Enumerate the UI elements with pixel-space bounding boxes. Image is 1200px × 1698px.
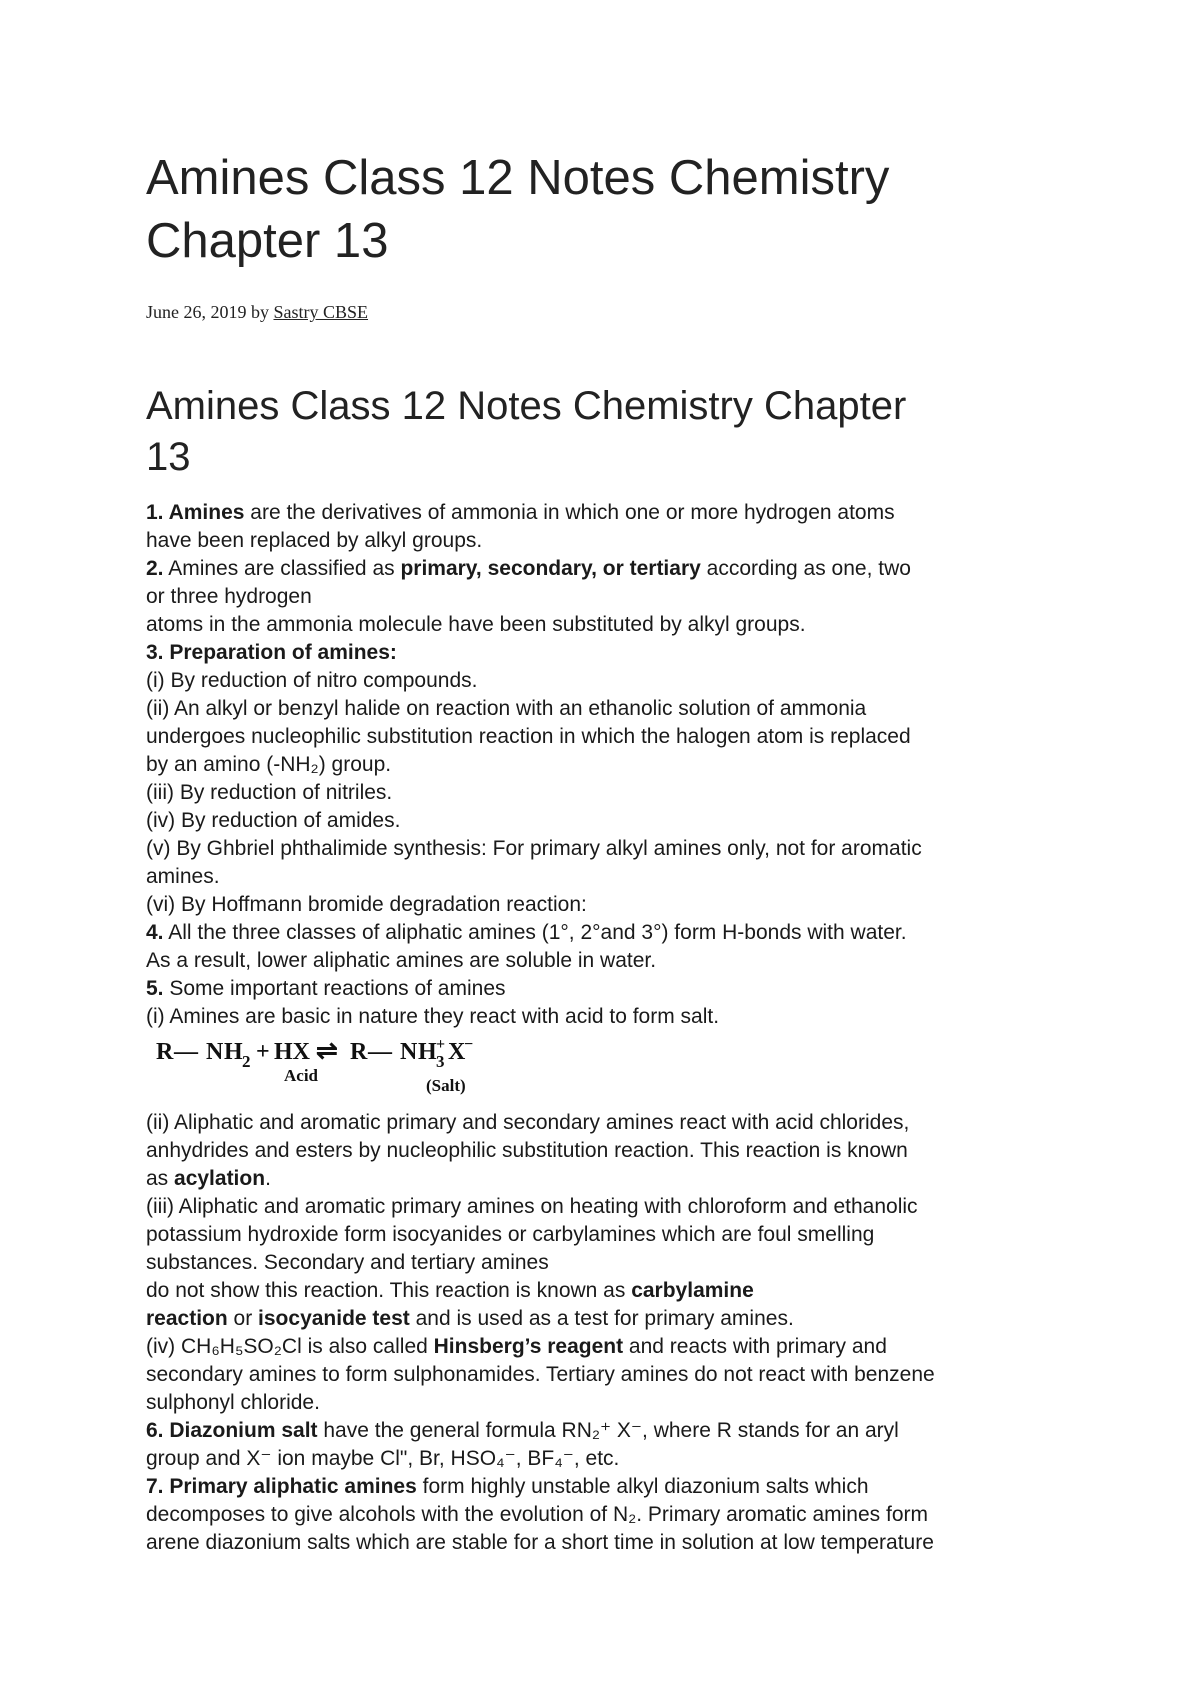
text-line bbox=[146, 1361, 1076, 1389]
post-meta bbox=[146, 301, 1076, 323]
text-run: (iii) By reduction of nitriles. bbox=[146, 781, 393, 804]
text-run: . bbox=[265, 1167, 271, 1190]
text-run: Some important reactions of amines bbox=[163, 977, 506, 1000]
text-run: (ii) An alkyl or benzyl halide on reaction with an ethanolic solution of ammonia bbox=[146, 697, 867, 720]
text-line bbox=[146, 1277, 1076, 1305]
text-run: sulphonyl chloride. bbox=[146, 1391, 320, 1414]
text-run: arene diazonium salts which are stable for a short time in solution at low temperature bbox=[146, 1531, 934, 1554]
bold-term: Hinsberg’s reagent bbox=[433, 1335, 624, 1358]
text-line bbox=[146, 1003, 1076, 1031]
text-line bbox=[146, 1445, 1076, 1473]
text-run: according as one, two bbox=[700, 557, 911, 580]
by-label: by bbox=[251, 302, 269, 322]
eq-H2: H bbox=[418, 1039, 437, 1065]
bold-term: 3. Preparation of amines: bbox=[146, 641, 397, 664]
bold-term: 2. bbox=[146, 557, 164, 580]
text-line bbox=[146, 695, 1076, 723]
eq-plus: + bbox=[256, 1039, 270, 1065]
text-run: have the general formula RN₂⁺ X⁻, where R stands for an aryl bbox=[317, 1419, 899, 1442]
text-line bbox=[146, 1165, 1076, 1193]
text-line bbox=[146, 1249, 1076, 1277]
text-line bbox=[146, 863, 1076, 891]
bold-term: 5. bbox=[146, 977, 164, 1000]
eq-charge: + bbox=[436, 1036, 446, 1053]
eq-minus: − bbox=[464, 1036, 474, 1053]
text-run: undergoes nucleophilic substitution reaction in which the halogen atom is replaced bbox=[146, 725, 911, 748]
text-line bbox=[146, 835, 1076, 863]
text-run: are the derivatives of ammonia in which one or more hydrogen atoms bbox=[244, 501, 895, 524]
text-run: and is used as a test for primary amines. bbox=[409, 1307, 794, 1330]
text-run: (ii) Aliphatic and aromatic primary and secondary amines react with acid chlorides, bbox=[146, 1111, 910, 1134]
eq-bond2: — bbox=[368, 1039, 392, 1065]
text-run: potassium hydroxide form isocyanides or carbylamines which are foul smelling bbox=[146, 1223, 875, 1246]
text-run: (i) Amines are basic in nature they react with acid to form salt. bbox=[146, 1005, 720, 1028]
text-run: (iii) Aliphatic and aromatic primary amines on heating with chloroform and ethanolic bbox=[146, 1195, 918, 1218]
text-run: amines. bbox=[146, 865, 220, 888]
text-line bbox=[146, 499, 1076, 527]
text-run: or three hydrogen bbox=[146, 585, 312, 608]
text-line bbox=[146, 1109, 1076, 1137]
bold-term: 4. bbox=[146, 921, 164, 944]
text-line bbox=[146, 639, 1076, 667]
text-run: do not show this reaction. This reaction is known as bbox=[146, 1279, 632, 1302]
reaction-equation bbox=[146, 1031, 1076, 1109]
bold-term: isocyanide test bbox=[258, 1307, 410, 1330]
bold-term: carbylamine bbox=[631, 1279, 754, 1302]
eq-salt-label: (Salt) bbox=[426, 1076, 466, 1095]
text-line bbox=[146, 779, 1076, 807]
text-line bbox=[146, 807, 1076, 835]
text-run: secondary amines to form sulphonamides. Tertiary amines do not react with benzene bbox=[146, 1363, 935, 1386]
text-run: Amines are classified as bbox=[163, 557, 401, 580]
text-line bbox=[146, 1473, 1076, 1501]
eq-H1: H bbox=[224, 1039, 243, 1065]
text-line bbox=[146, 751, 1076, 779]
author-link[interactable]: Sastry CBSE bbox=[273, 302, 369, 322]
eq-acid-label: Acid bbox=[284, 1066, 318, 1085]
eq-HX: HX bbox=[274, 1039, 310, 1065]
text-run: form highly unstable alkyl diazonium salts which bbox=[416, 1475, 869, 1498]
eq-sub3: 3 bbox=[436, 1052, 445, 1071]
bold-term: acylation bbox=[174, 1167, 266, 1190]
bold-term: primary, secondary, or tertiary bbox=[400, 557, 701, 580]
text-line bbox=[146, 611, 1076, 639]
text-line bbox=[146, 1333, 1076, 1361]
page-title: Amines Class 12 Notes Chemistry Chapter 13 bbox=[146, 151, 890, 268]
text-run: As a result, lower aliphatic amines are soluble in water. bbox=[146, 949, 657, 972]
text-run: (vi) By Hoffmann bromide degradation reaction: bbox=[146, 893, 587, 916]
text-line bbox=[146, 555, 1076, 583]
text-run: by an amino (-NH₂) group. bbox=[146, 753, 392, 776]
eq-sub2: 2 bbox=[242, 1052, 251, 1071]
post-date: June 26, 2019 bbox=[146, 302, 247, 322]
eq-N2: N bbox=[400, 1039, 418, 1065]
text-run: (iv) By reduction of amides. bbox=[146, 809, 401, 832]
text-line bbox=[146, 1529, 1076, 1557]
text-run: (i) By reduction of nitro compounds. bbox=[146, 669, 478, 692]
text-run: decomposes to give alcohols with the evolution of N₂. Primary aromatic amines form bbox=[146, 1503, 928, 1526]
text-line bbox=[146, 1389, 1076, 1417]
text-line bbox=[146, 947, 1076, 975]
text-line bbox=[146, 527, 1076, 555]
text-line bbox=[146, 919, 1076, 947]
bold-term: reaction bbox=[146, 1307, 228, 1330]
text-line bbox=[146, 1417, 1076, 1445]
text-run: (iv) CH₆H₅SO₂Cl is also called bbox=[146, 1335, 434, 1358]
eq-R1: R bbox=[156, 1039, 174, 1065]
article-body bbox=[146, 499, 1076, 1557]
text-line bbox=[146, 1193, 1076, 1221]
text-run: group and X⁻ ion maybe Cl", Br, HSO₄⁻, BF₄⁻, etc. bbox=[146, 1447, 620, 1470]
eq-bond1: — bbox=[174, 1039, 198, 1065]
equation-figure bbox=[156, 1033, 576, 1107]
text-run: have been replaced by alkyl groups. bbox=[146, 529, 483, 552]
text-run: substances. Secondary and tertiary amines bbox=[146, 1251, 549, 1274]
text-line bbox=[146, 1501, 1076, 1529]
text-line bbox=[146, 975, 1076, 1003]
bold-term: 6. Diazonium salt bbox=[146, 1419, 318, 1442]
text-line bbox=[146, 1305, 1076, 1333]
text-run: as bbox=[146, 1167, 175, 1190]
text-run: or bbox=[227, 1307, 259, 1330]
eq-R2: R bbox=[350, 1039, 368, 1065]
text-line bbox=[146, 1221, 1076, 1249]
bold-term: 7. Primary aliphatic amines bbox=[146, 1475, 417, 1498]
document-page bbox=[146, 0, 1076, 1557]
text-line bbox=[146, 723, 1076, 751]
eq-N1: N bbox=[206, 1039, 224, 1065]
text-line bbox=[146, 583, 1076, 611]
eq-X: X bbox=[448, 1039, 466, 1065]
text-line bbox=[146, 891, 1076, 919]
text-run: atoms in the ammonia molecule have been substituted by alkyl groups. bbox=[146, 613, 806, 636]
text-run: (v) By Ghbriel phthalimide synthesis: For primary alkyl amines only, not for aromatic bbox=[146, 837, 922, 860]
text-line bbox=[146, 667, 1076, 695]
text-run: and reacts with primary and bbox=[623, 1335, 887, 1358]
eq-arrow: ⇌ bbox=[316, 1036, 338, 1065]
bold-term: 1. Amines bbox=[146, 501, 245, 524]
text-run: anhydrides and esters by nucleophilic substitution reaction. This reaction is known bbox=[146, 1139, 908, 1162]
article-heading: Amines Class 12 Notes Chemistry Chapter 13 bbox=[146, 384, 907, 479]
text-line bbox=[146, 1137, 1076, 1165]
text-run: All the three classes of aliphatic amines (1°, 2°and 3°) form H-bonds with water. bbox=[163, 921, 907, 944]
